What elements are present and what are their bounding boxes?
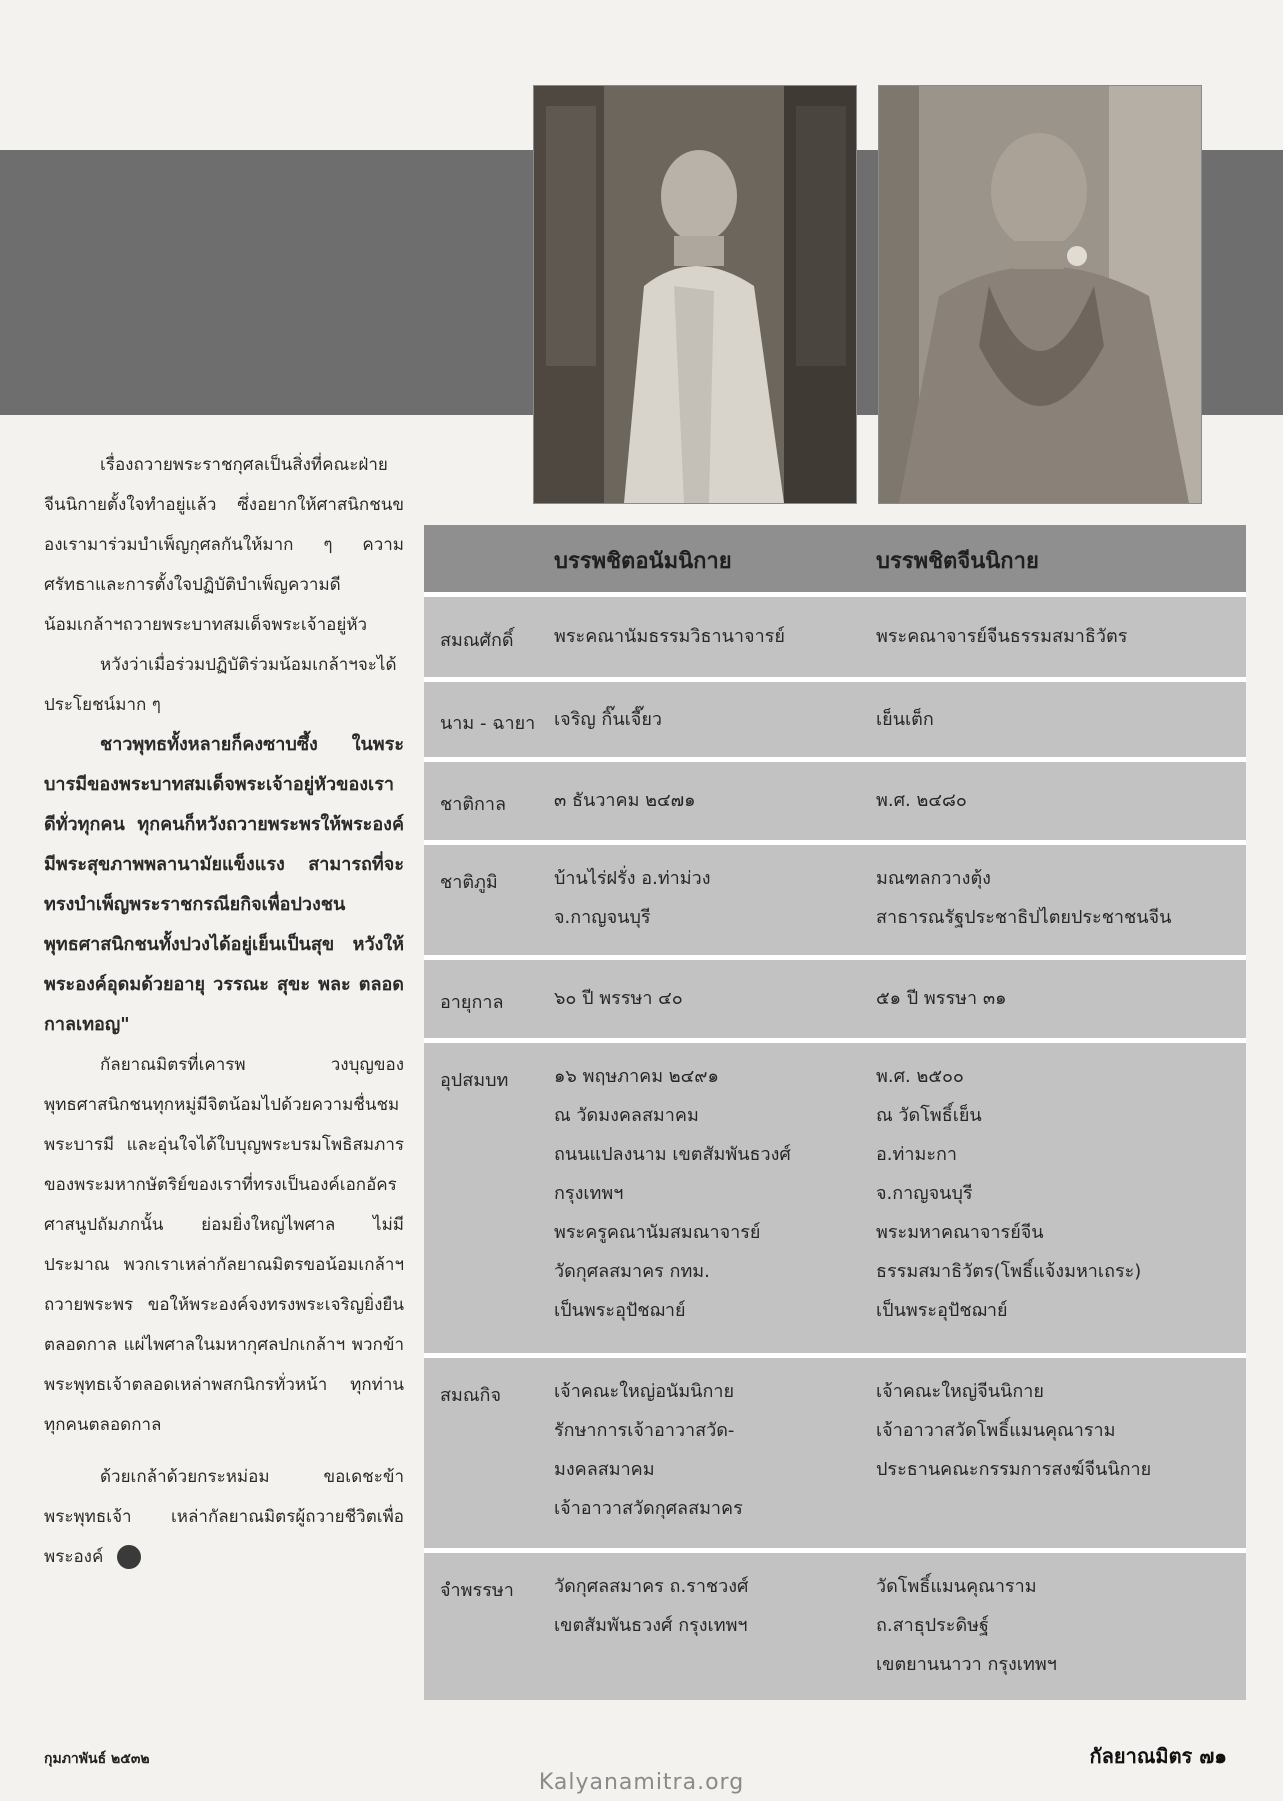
cell-line: เขตยานนาวา กรุงเทพฯ (876, 1654, 1057, 1675)
photo-chinese-monk (878, 85, 1202, 504)
cell-line: ประธานคณะกรรมการสงฆ์จีนนิกาย (876, 1459, 1152, 1480)
column-header-annam: บรรพชิตอนัมนิกาย (554, 549, 732, 574)
table-row (424, 1043, 1246, 1358)
cell-line: ๖๐ ปี พรรษา ๔๐ (554, 988, 683, 1009)
cell-line: ณ วัดมงคลสมาคม (554, 1105, 699, 1126)
monk-portrait-image (534, 86, 856, 503)
chinese-cell (876, 781, 1236, 820)
cell-line: เย็นเต็ก (876, 709, 934, 730)
cell-line: ถนนแปลงนาม เขตสัมพันธวงศ์ (554, 1144, 791, 1165)
cell-line: ณ วัดโพธิ์เย็น (876, 1105, 982, 1126)
row-label: ชาติภูมิ (440, 872, 498, 893)
cell-line: สาธารณรัฐประชาธิปไตยประชาชนจีน (876, 907, 1172, 928)
cell-line: บ้านไร่ฝรั่ง อ.ท่าม่วง (554, 868, 711, 889)
chinese-cell (876, 1057, 1236, 1330)
cell-line: ถ.สาธุประดิษฐ์ (876, 1615, 989, 1636)
row-label: อายุกาล (440, 992, 504, 1013)
row-label: จำพรรษา (440, 1580, 514, 1601)
row-label: นาม - ฉายา (440, 713, 536, 734)
article-closing-paragraph (44, 1457, 404, 1577)
comparison-table (424, 525, 1246, 1700)
cell-line: วัดกุศลสมาคร ถ.ราชวงศ์ (554, 1576, 749, 1597)
cell-line: ธรรมสมาธิวัตร(โพธิ์แจ้งมหาเถระ) (876, 1261, 1142, 1282)
table-row (424, 845, 1246, 960)
chinese-cell (876, 859, 1236, 937)
annam-cell (554, 1372, 854, 1528)
cell-line: จ.กาญจนบุรี (554, 907, 651, 928)
cell-line: เป็นพระอุปัชฌาย์ (554, 1300, 686, 1321)
cell-line: เจริญ กิ๊นเจี๊ยว (554, 709, 662, 730)
table-row (424, 960, 1246, 1043)
article-closing-text: ด้วยเกล้าด้วยกระหม่อม ขอเดชะข้าพระพุทธเจ้า เหล่ากัลยาณมิตรผู้ถวายชีวิตเพื่อพระองค์ (44, 1467, 404, 1567)
chinese-cell (876, 1567, 1236, 1684)
chinese-cell (876, 617, 1236, 656)
cell-line: วัดกุศลสมาคร กทม. (554, 1261, 710, 1282)
table-row (424, 762, 1246, 845)
cell-line: กรุงเทพฯ (554, 1183, 624, 1204)
table-row (424, 1358, 1246, 1553)
site-watermark: Kalyanamitra.org (538, 1770, 745, 1795)
row-label: อุปสมบท (440, 1070, 509, 1091)
monk-portrait-image (879, 86, 1201, 503)
cell-line: มงคลสมาคม (554, 1459, 655, 1480)
article-quote-paragraph: ชาวพุทธทั้งหลายก็คงซาบซึ้ง ในพระบารมีของพระบาทสมเด็จพระเจ้าอยู่หัวของเราดีทั่วทุกคน ทุกคนก็หวังถวายพระพรให้พระองค์มีพระสุขภาพพลานามัยแข็งแรง สามารถที่จะทรงบำเพ็ญพระราชกรณียกิจเพื่อปวงชนพุทธศาสนิกชนทั้งปวงได้อยู่เย็นเป็นสุข หวังให้พระองค์อุดมด้วยอายุ วรรณะ สุขะ พละ ตลอดกาลเทอญ" (44, 734, 404, 1035)
column-header-chinese: บรรพชิตจีนนิกาย (876, 549, 1039, 574)
cell-line: เขตสัมพันธวงศ์ กรุงเทพฯ (554, 1615, 748, 1636)
cell-line: ๑๖ พฤษภาคม ๒๔๙๑ (554, 1066, 719, 1087)
row-label: สมณศักดิ์ (440, 630, 514, 651)
annam-cell (554, 979, 854, 1018)
cell-line: พระคณาจารย์จีนธรรมสมาธิวัตร (876, 626, 1128, 647)
cell-line: พ.ศ. ๒๔๘๐ (876, 790, 967, 811)
cell-line: เจ้าอาวาสวัดโพธิ์แมนคุณาราม (876, 1420, 1116, 1441)
annam-cell (554, 781, 854, 820)
cell-line: ๕๑ ปี พรรษา ๓๑ (876, 988, 1007, 1009)
chinese-cell (876, 700, 1236, 739)
cell-line: เจ้าคณะใหญ่จีนนิกาย (876, 1381, 1044, 1402)
footer-page-number: กัลยาณมิตร ๗๑ (1089, 1744, 1227, 1768)
cell-line: มณฑลกวางตุ้ง (876, 868, 991, 889)
cell-line: พระครูคณานัมสมณาจารย์ (554, 1222, 761, 1243)
chinese-cell (876, 1372, 1236, 1489)
annam-cell (554, 700, 854, 739)
end-mark-icon (117, 1545, 141, 1569)
cell-line: เจ้าอาวาสวัดกุศลสมาคร (554, 1498, 743, 1519)
cell-line: ๓ ธันวาคม ๒๔๗๑ (554, 790, 696, 811)
table-row (424, 682, 1246, 762)
article-text (44, 445, 404, 1577)
row-label: ชาติกาล (440, 794, 507, 815)
chinese-cell (876, 979, 1236, 1018)
cell-line: อ.ท่ามะกา (876, 1144, 958, 1165)
article-paragraph: หวังว่าเมื่อร่วมปฏิบัติร่วมน้อมเกล้าฯจะได้ประโยชน์มาก ๆ (44, 655, 397, 715)
footer-issue-date: กุมภาพันธ์ ๒๕๓๒ (44, 1751, 150, 1767)
cell-line: พ.ศ. ๒๕๐๐ (876, 1066, 964, 1087)
annam-cell (554, 617, 854, 656)
row-label: สมณกิจ (440, 1385, 501, 1406)
cell-line: รักษาการเจ้าอาวาสวัด- (554, 1420, 735, 1441)
table-row (424, 597, 1246, 682)
cell-line: เจ้าคณะใหญ่อนัมนิกาย (554, 1381, 735, 1402)
table-header-row (424, 525, 1246, 597)
annam-cell (554, 1567, 854, 1645)
cell-line: เป็นพระอุปัชฌาย์ (876, 1300, 1008, 1321)
cell-line: วัดโพธิ์แมนคุณาราม (876, 1576, 1037, 1597)
article-paragraph: เรื่องถวายพระราชกุศลเป็นสิ่งที่คณะฝ่ายจีนนิกายตั้งใจทำอยู่แล้ว ซึ่งอยากให้ศาสนิกชนของเรามาร่วมบำเพ็ญกุศลกันให้มาก ๆ ความศรัทธาและการตั้งใจปฏิบัติบำเพ็ญความดี น้อมเกล้าฯถวายพระบาทสมเด็จพระเจ้าอยู่หัว (44, 455, 404, 635)
cell-line: พระมหาคณาจารย์จีน (876, 1222, 1044, 1243)
annam-cell (554, 859, 854, 937)
cell-line: จ.กาญจนบุรี (876, 1183, 973, 1204)
article-paragraph: กัลยาณมิตรที่เคารพ วงบุญของพุทธศาสนิกชนทุกหมู่มีจิตน้อมไปด้วยความชื่นชมพระบารมี และอุ่นใจได้ใบบุญพระบรมโพธิสมภารของพระมหากษัตริย์ของเราที่ทรงเป็นองค์เอกอัครศาสนูปถัมภกนั้น ย่อมยิ่งใหญ่ไพศาล ไม่มีประมาณ พวกเราเหล่ากัลยาณมิตรขอน้อมเกล้าฯถวายพระพร ขอให้พระองค์จงทรงพระเจริญยิ่งยืนตลอดกาล แผ่ไพศาลในมหากุศลปกเกล้าฯ พวกข้าพระพุทธเจ้าตลอดเหล่าพสกนิกรทั่วหน้า ทุกท่านทุกคนตลอดกาล (44, 1055, 404, 1435)
annam-cell (554, 1057, 854, 1330)
table-row (424, 1553, 1246, 1700)
photo-annam-monk (533, 85, 857, 504)
cell-line: พระคณานัมธรรมวิธานาจารย์ (554, 626, 785, 647)
